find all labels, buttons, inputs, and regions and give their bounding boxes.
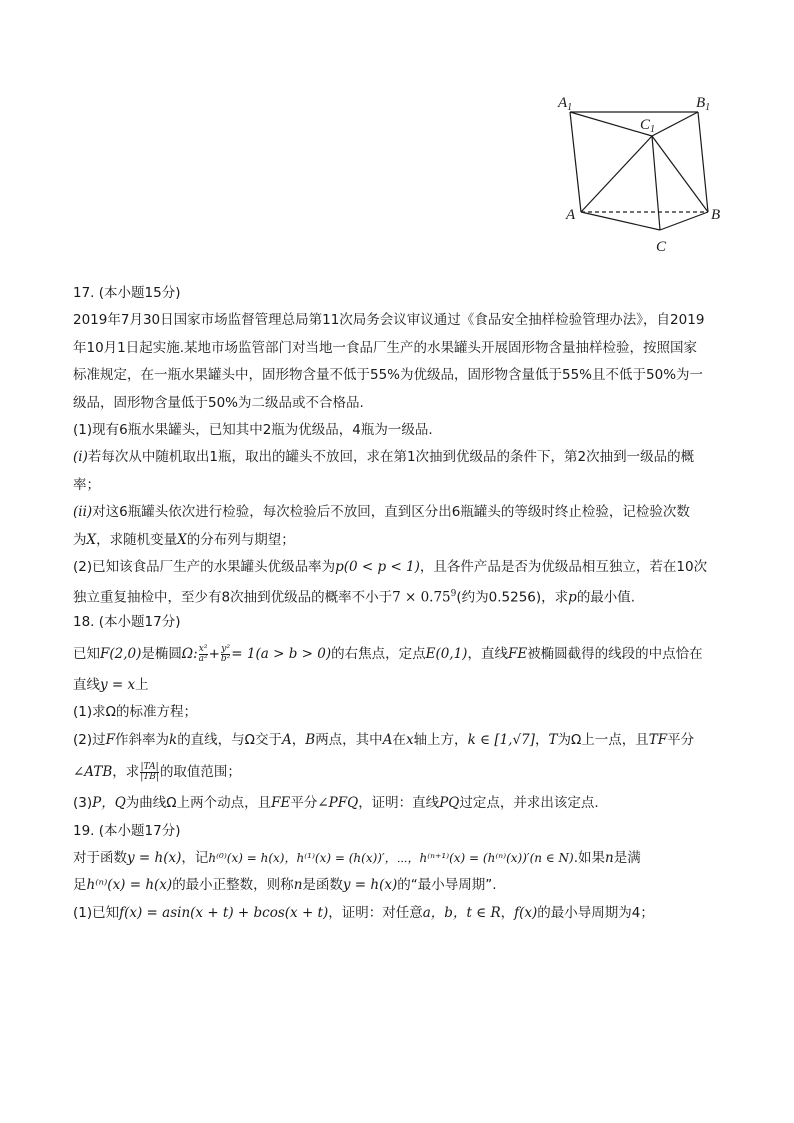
q19-l1a: 对于函数 bbox=[73, 850, 127, 867]
q19-p1b: ，证明：对任意 bbox=[328, 904, 423, 921]
q18-p3e: 过定点，并求出该定点. bbox=[459, 795, 599, 812]
q18-p2a: (2)过 bbox=[73, 731, 106, 748]
q17-ii-t2c: 的分布列与期望； bbox=[186, 531, 295, 548]
q18-part2-cont bbox=[73, 754, 733, 790]
q17-ii-text: 对这6瓶罐头依次进行检验，每次检验后不放回，直到区分出6瓶罐头的等级时终止检验，记检验次数 bbox=[92, 504, 690, 521]
q18-heading: 18. (本小题17分) bbox=[73, 613, 181, 630]
q19-l2c: 是函数 bbox=[302, 877, 343, 894]
q18-p3b: 为曲线Ω上两个动点，且 bbox=[125, 795, 272, 812]
q18-p2-TF: TF bbox=[648, 731, 668, 748]
q17-part2 bbox=[73, 554, 733, 581]
q18-y2: y² bbox=[221, 643, 230, 654]
q17-part1-ii bbox=[73, 499, 733, 526]
q19-l1-defs: h⁽⁰⁾(x) = h(x)，h⁽¹⁾(x) = (h(x))′，⋯，h⁽ⁿ⁺¹⁾(x) = (h⁽ⁿ⁾(x))′(n ∈ N) bbox=[208, 851, 574, 866]
q18-l1c: 的右焦点，定点 bbox=[331, 646, 426, 663]
q18-p2l: 的取值范围； bbox=[159, 764, 241, 781]
q17-p2e: 的最小值. bbox=[576, 589, 636, 606]
q19-p1c: ， bbox=[500, 904, 515, 921]
q17-part1-i bbox=[73, 444, 733, 471]
q18-part3 bbox=[73, 790, 733, 817]
q18-p2f: 在 bbox=[392, 731, 406, 748]
q19-line2 bbox=[73, 872, 733, 899]
edge-c-b bbox=[660, 212, 708, 230]
q17-part1-i-cont: 率； bbox=[73, 476, 100, 493]
q17-ii-t2a: 为 bbox=[73, 531, 87, 548]
edge-a1-a bbox=[570, 112, 581, 212]
q18-p3-PQ2: PQ bbox=[439, 795, 460, 812]
q19-l1c: .如果 bbox=[573, 850, 606, 867]
q18-a2: a² bbox=[198, 653, 208, 664]
q18-p3c: 平分 bbox=[290, 795, 318, 812]
q18-F: F(2,0) bbox=[100, 646, 142, 663]
q17-ii-x: X bbox=[86, 531, 97, 548]
prism-figure bbox=[548, 88, 738, 260]
q18-p2k: ，求 bbox=[112, 764, 140, 781]
q18-TA: |TA| bbox=[140, 761, 159, 772]
q18-l2-line: y = x bbox=[100, 677, 136, 694]
q18-l2a: 直线 bbox=[73, 677, 100, 694]
q17-part1-ii-cont bbox=[73, 527, 733, 554]
q18-p3-ang: ∠PFQ bbox=[317, 795, 359, 812]
q19-l1b: ，记 bbox=[181, 850, 209, 867]
q18-p3d: ，证明：直线 bbox=[358, 795, 440, 812]
q17-line4: 级品，固形物含量低于50%为二级品或不合格品. bbox=[73, 394, 364, 411]
q18-p2e: 两点，其中 bbox=[315, 731, 383, 748]
q17-i-label: (i) bbox=[73, 449, 88, 466]
q19-l2a: 足 bbox=[73, 877, 87, 894]
q18-line2 bbox=[73, 672, 733, 699]
q17-p2-math: p(0 < p < 1) bbox=[335, 558, 420, 575]
q18-p2j: 平分 bbox=[667, 731, 695, 748]
q18-x2: x² bbox=[198, 643, 208, 654]
edge-b-c1 bbox=[652, 136, 708, 212]
q18-l1b: 是椭圆 bbox=[141, 646, 182, 663]
q18-p3-FE: FE bbox=[271, 795, 291, 812]
q19-p1-f: f(x) bbox=[514, 904, 538, 921]
edge-a-c bbox=[581, 212, 660, 230]
q19-l1-fn: y = h(x) bbox=[127, 850, 182, 867]
q18-l1e: 被椭圆截得的线段的中点恰在 bbox=[527, 646, 703, 663]
q18-E: E(0,1) bbox=[425, 646, 468, 663]
q19-l1d: 是满 bbox=[613, 850, 641, 867]
document-body bbox=[73, 280, 733, 927]
q18-p2c: 的直线，与Ω交于 bbox=[177, 731, 283, 748]
q18-eq: = 1(a > b > 0) bbox=[231, 646, 332, 663]
q18-p2-k: k bbox=[169, 731, 178, 748]
q19-p1-fx: f(x) = asin(x + t) + bcos(x + t) bbox=[119, 904, 329, 921]
q17-ii-t2b: ，求随机变量 bbox=[96, 531, 178, 548]
q18-b2: b² bbox=[220, 653, 231, 664]
q18-l2b: 上 bbox=[135, 677, 149, 694]
edge-c1-c bbox=[652, 136, 660, 230]
q18-p2-x: x bbox=[405, 731, 414, 748]
q17-i-text: 若每次从中随机取出1瓶，取出的罐头不放回，求在第1次抽到优级品的条件下，第2次抽到一级品的概 bbox=[87, 449, 695, 466]
q17-p2d: (约为0.5256)，求 bbox=[456, 589, 569, 606]
q17-p2-p: p bbox=[568, 589, 577, 606]
q18-omega: Ω: bbox=[181, 646, 198, 663]
q18-p2-range: k ∈ [1,√7] bbox=[467, 731, 535, 748]
q18-FE: FE bbox=[507, 646, 528, 663]
q17-ii-x2: X bbox=[177, 531, 187, 548]
edge-a-c1 bbox=[581, 136, 652, 212]
q17-ii-label: (ii) bbox=[73, 504, 93, 521]
q18-frac-ratio bbox=[140, 763, 159, 782]
q18-frac-y bbox=[221, 645, 230, 664]
q18-p2h: ， bbox=[534, 731, 549, 748]
q18-l1d: ，直线 bbox=[467, 646, 508, 663]
q18-p2g: 轴上方， bbox=[413, 731, 468, 748]
q19-l1-n: n bbox=[605, 850, 614, 867]
q19-l2b: 的最小正整数，则称 bbox=[172, 877, 294, 894]
label-a1: $A_1$ bbox=[558, 95, 573, 113]
q18-p2-A: A bbox=[282, 731, 292, 748]
q18-part2 bbox=[73, 727, 733, 754]
q18-p2-B: B bbox=[305, 731, 316, 748]
q18-p2-T: T bbox=[548, 731, 558, 748]
q19-l2-n: n bbox=[293, 877, 303, 894]
q17-line1: 2019年7月30日国家市场监督管理总局第11次局务会议审议通过《食品安全抽样检验管理办法》，自2019 bbox=[73, 312, 705, 329]
label-c1: $C_1$ bbox=[640, 117, 656, 135]
q18-p2-angle: ∠ATB bbox=[73, 764, 113, 781]
q18-TB: |TB| bbox=[140, 771, 159, 782]
q18-p2b: 作斜率为 bbox=[115, 731, 169, 748]
q19-part1 bbox=[73, 900, 733, 927]
q17-line2: 年10月1日起实施.某地市场监管部门对当地一食品厂生产的水果罐头开展固形物含量抽样检验，按照国家 bbox=[73, 339, 698, 356]
q17-p2-expr: 7 × 0.75 bbox=[392, 589, 451, 606]
edge-b1-c1 bbox=[652, 112, 698, 136]
q17-p2b: ，且各件产品是否为优级品相互独立，若在10次 bbox=[419, 558, 708, 575]
label-a: A bbox=[566, 207, 576, 223]
label-b: B bbox=[711, 207, 721, 223]
label-b1: $B_1$ bbox=[696, 95, 711, 113]
edge-b1-b bbox=[698, 112, 708, 212]
q17-heading: 17. (本小题15分) bbox=[73, 285, 181, 301]
q18-p2i: 为Ω上一点，且 bbox=[557, 731, 649, 748]
q19-line1 bbox=[73, 845, 733, 872]
q18-part1: (1)求Ω的标准方程； bbox=[73, 704, 197, 721]
q19-heading: 19. (本小题17分) bbox=[73, 822, 181, 839]
q17-part1: (1)现有6瓶水果罐头，已知其中2瓶为优级品，4瓶为一级品. bbox=[73, 421, 433, 438]
q18-p3-PQ: P，Q bbox=[92, 795, 126, 812]
q18-p2d: ， bbox=[291, 731, 306, 748]
q18-frac-x bbox=[199, 645, 208, 664]
label-c: C bbox=[656, 239, 667, 255]
q19-p1d: 的最小导周期为4； bbox=[537, 904, 654, 921]
q19-l2d: 的“最小导周期”. bbox=[397, 877, 497, 894]
q18-p3a: (3) bbox=[73, 795, 93, 812]
q18-line1: 已知F(2,0)是椭圆Ω: $\frac{\text{x²}}{\text{a²}}$ + $\frac{\text{y²}}{\text{b²}}$ = 1(a > b > 0)的右焦点，定点E(0,1)，直线FE被椭圆截得的线段的中点恰在 bbox=[73, 643, 703, 664]
q19-p1-vars: a，b，t ∈ R bbox=[422, 904, 501, 921]
q17-p2a: (2)已知该食品厂生产的水果罐头优级品率为 bbox=[73, 558, 336, 575]
q17-p2-exp: 9 bbox=[450, 589, 457, 600]
q17-line3: 标准规定，在一瓶水果罐头中，固形物含量不低于55%为优级品，固形物含量低于55%且不低于50%为一 bbox=[73, 367, 704, 384]
q18-p2-F: F bbox=[105, 731, 115, 748]
q19-l2-fn: y = h(x) bbox=[342, 877, 398, 894]
q17-p2c: 独立重复抽检中，至少有8次抽到优级品的概率不小于 bbox=[73, 589, 393, 606]
q19-p1a: (1)已知 bbox=[73, 904, 120, 921]
q18-p2-A2: A bbox=[382, 731, 393, 748]
q17-part2-cont bbox=[73, 581, 733, 608]
q19-l2-eq: h⁽ⁿ⁾(x) = h(x) bbox=[86, 877, 173, 894]
q18-l1a: 已知 bbox=[73, 646, 100, 663]
